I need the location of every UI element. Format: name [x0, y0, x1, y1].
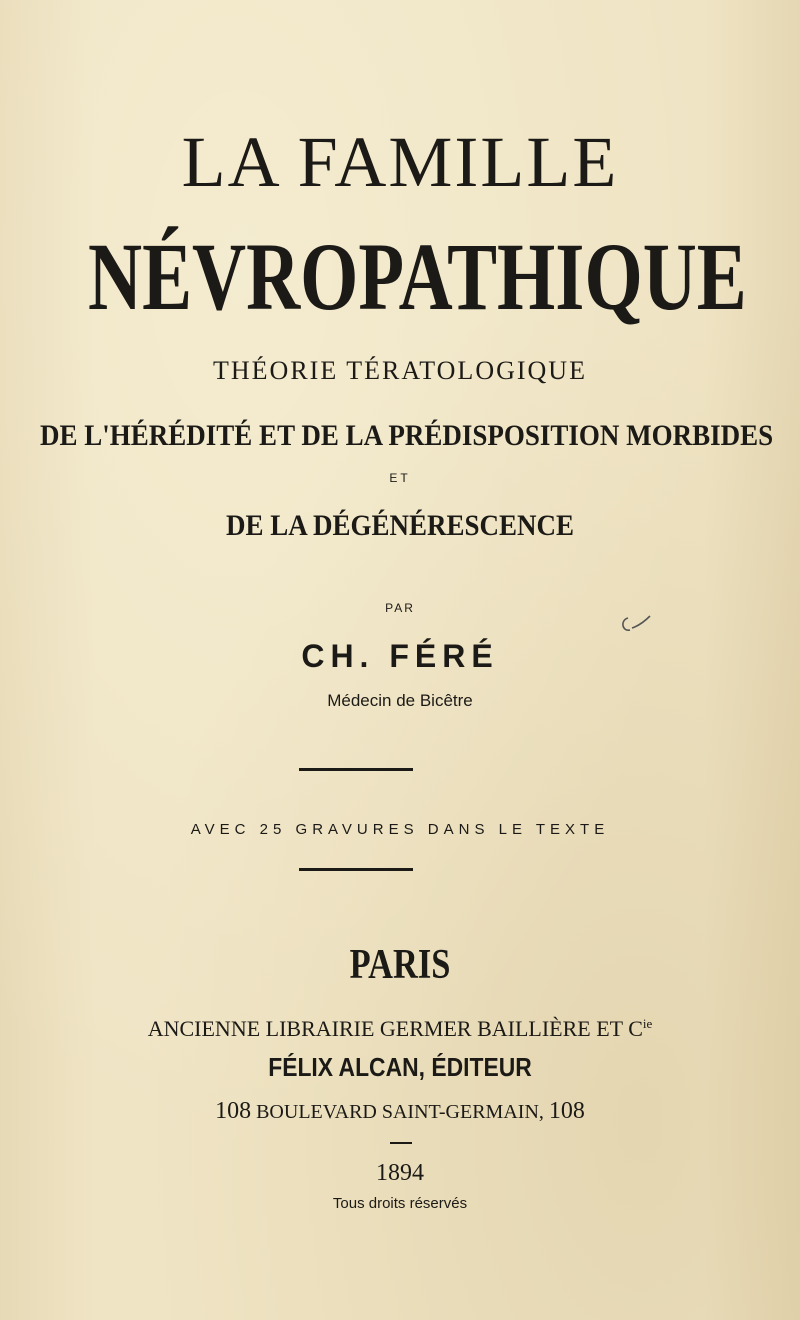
address-number-start: 108 — [215, 1098, 252, 1124]
imprint-city: PARIS — [349, 942, 451, 988]
author-name: CH. FÉRÉ — [301, 638, 499, 674]
rights-notice: Tous droits réservés — [332, 1195, 468, 1212]
publication-year: 1894 — [376, 1160, 424, 1186]
publisher-superscript: ie — [642, 1016, 653, 1031]
publisher-line-1 — [0, 1010, 800, 1043]
address-number-end: 108 — [548, 1098, 585, 1124]
address-street: BOULEVARD SAINT-GERMAIN, — [256, 1101, 544, 1123]
subtitle-line-2: DE L'HÉRÉDITÉ ET DE LA PRÉDISPOSITION MORBIDES — [40, 419, 774, 452]
subtitle-line-1: THÉORIE TÉRATOLOGIQUE — [213, 356, 587, 385]
divider-bottom — [299, 868, 413, 871]
author-by: PAR — [385, 601, 415, 615]
divider-short — [390, 1142, 412, 1144]
publisher-address — [0, 1098, 800, 1125]
publisher-name: ANCIENNE LIBRAIRIE GERMER BAILLIÈRE ET C — [147, 1016, 643, 1041]
subtitle-conjunction: ET — [389, 471, 411, 485]
publisher-line-2: FÉLIX ALCAN, ÉDITEUR — [268, 1052, 532, 1082]
divider-top — [299, 768, 413, 771]
title-line-1: LA FAMILLE — [181, 122, 619, 202]
illustrations-note: AVEC 25 GRAVURES DANS LE TEXTE — [190, 821, 610, 838]
title-line-2: NÉVROPATHIQUE — [88, 223, 747, 330]
handwritten-mark-icon — [616, 610, 656, 638]
subtitle-line-3: DE LA DÉGÉNÉRESCENCE — [225, 509, 575, 542]
author-role: Médecin de Bicêtre — [327, 691, 473, 710]
